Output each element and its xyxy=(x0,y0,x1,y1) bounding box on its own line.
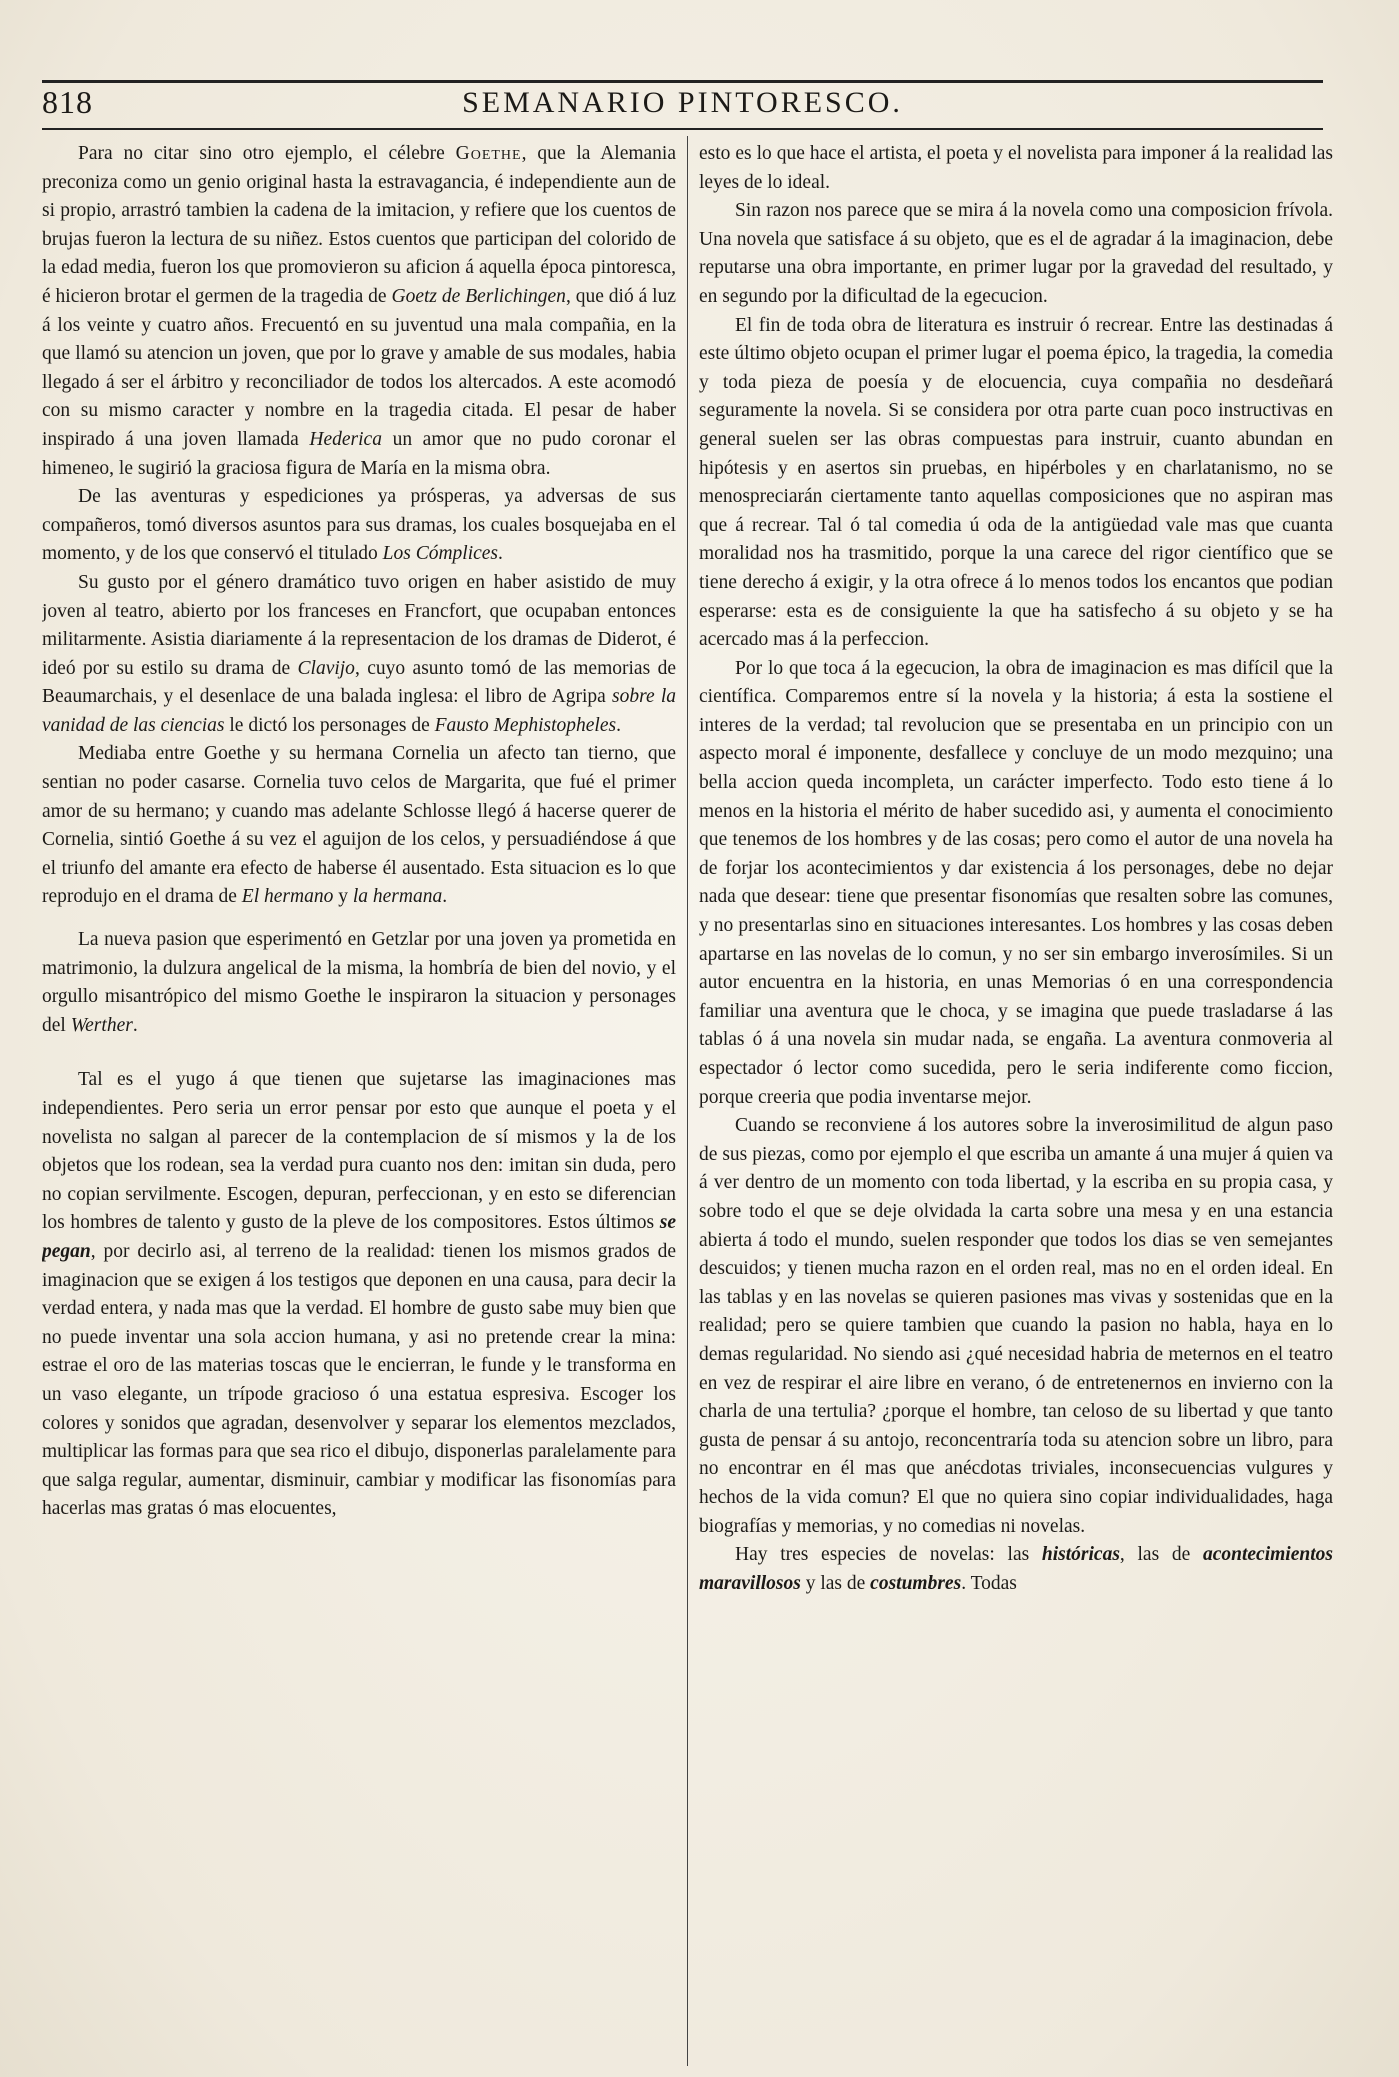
title-hermano: El hermano xyxy=(241,886,334,908)
title-complices: Los Cómplices xyxy=(382,543,499,565)
title-goetz: Goetz de Berlichingen xyxy=(391,285,566,307)
term-historicas: históricas xyxy=(1041,1544,1120,1566)
name-goethe: Goethe xyxy=(455,143,522,164)
paragraph-werther: La nueva pasion que esperimentó en Getzlar por una joven ya prometida en matrimonio, la dulzura angelical de la misma, la hombría de bien del novio, y el orgullo misantrópico del mismo Goethe le inspiraron la situacion y personages del Werther. xyxy=(42,929,676,1036)
name-hederica: Hederica xyxy=(309,428,382,450)
title-fausto: Fausto Mephistopheles xyxy=(434,714,617,736)
paragraph-artista: esto es lo que hace el artista, el poeta y el novelista para imponer á la realidad las leyes de lo ideal. xyxy=(699,143,1333,193)
page-header xyxy=(42,84,1323,124)
paragraph-fin-literatura: El fin de toda obra de literatura es instruir ó recrear. Entre las destinadas á este último objeto ocupan el primer lugar el poema épico, la tragedia, la comedia y toda pieza de poesía y de elocuencia, cuya compañia no desdeñará seguramente la novela. Si se considera por otra parte cuan poco instructivas en general suelen ser las obras compuestas para instruir, cuanto abundan en hipótesis y en asertos sin pruebas, en hipérboles y en charlatanismo, no se menospreciarán ciertamente tanto aquellas composiciones que no aspiran mas que á recrear. Tal ó tal comedia ú oda de la antigüedad vale mas que cuanta moralidad nos ha trasmitido, porque la una carece del rigor científico que se tiene derecho á exigir, y la otra ofrece á lo menos todos los encantos que podian esperarse: esta es de consiguiente la que ha satisfecho á su objeto y se ha acercado mas á la perfeccion. xyxy=(699,314,1333,651)
paragraph-tres-especies: Hay tres especies de novelas: las históricas, las de acontecimientos maravillosos y las de costumbres. Todas xyxy=(699,1544,1333,1594)
page-number: 818 xyxy=(42,84,93,120)
term-acontecimientos: acontecimientos maravillosos xyxy=(699,1544,1333,1594)
paragraph-cornelia: Mediaba entre Goethe y su hermana Cornelia un afecto tan tierno, que sentian no poder casarse. Cornelia tuvo celos de Margarita, que fué el primer amor de su hermano; y cuando mas adelante Schlosse llegó á hacerse querer de Cornelia, sintió Goethe á su vez el aguijon de los celos, y persuadiéndose á que el triunfo del amante era efecto de haberse él ausentado. Esta situacion es lo que reprodujo en el drama de El hermano y la hermana. xyxy=(42,743,676,908)
paragraph-aventuras: De las aventuras y espediciones ya prósperas, ya adversas de sus compañeros, tomó diversos asuntos para sus dramas, los cuales bosquejaba en el momento, y de los que conservó el titulado Los Cómplices. xyxy=(42,486,676,565)
right-column xyxy=(699,140,1333,2060)
title-hermana: la hermana xyxy=(352,886,443,908)
paragraph-novela-frivola: Sin razon nos parece que se mira á la novela como una composicion frívola. Una novela que satisface á su objeto, que es el de agradar á la imaginacion, debe reputarse una obra importante, en primer lugar por la gravedad del resultado, y en segundo por la dificultad de la egecucion. xyxy=(699,200,1333,307)
term-costumbres: costumbres xyxy=(870,1572,962,1594)
paragraph-egecucion: Por lo que toca á la egecucion, la obra de imaginacion es mas difícil que la científica. Comparemos entre sí la novela y la historia; á esta la sostiene el interes de la verdad; tal revolucion que se presentaba en un principio con un aspecto moral é imponente, desfallece y concluye de un modo mezquino; una bella accion queda incompleta, un carácter imperfecto. Todo esto tiene á lo menos en la historia el mérito de haber sucedido asi, y aumenta el conocimiento que tenemos de los hombres y de las cosas; pero como el autor de una novela ha de forjar los acontecimientos y dar existencia á los personages, debe no dejar nada que desear: tiene que presentar fisonomías que resalten sobre las comunes, y no presentarlas sino en situaciones interesantes. Los hombres y las cosas deben apartarse en las novelas de lo comun, y no ser sin embargo inverosímiles. Si un autor encuentra en la historia, en unas Memorias ó en una correspondencia familiar una aventura que le choca, y se imagina que puede trasladarse á las tablas ó á una novela sin mudar nada, se engaña. La aventura conmoveria al espectador ó lector como sucedida, pero le seria indiferente como ficcion, porque creeria que podia inventarse mejor. xyxy=(699,657,1333,1108)
title-werther: Werther xyxy=(70,1014,133,1036)
paragraph-yugo: Tal es el yugo á que tienen que sujetarse las imaginaciones mas independientes. Pero seria un error pensar por esto que aunque el poeta y el novelista no salgan al parecer de la contemplacion de sí mismos y la de los objetos que los rodean, sea la verdad pura cuanto nos den: imitan sin duda, pero no copian servilmente. Escogen, depuran, perfeccionan, y en esto se diferencian los hombres de talento y gusto de la pleve de los compositores. Estos últimos se pegan, por decirlo asi, al terreno de la realidad: tienen los mismos grados de imaginacion que se exigen á los testigos que deponen en una causa, para decir la verdad entera, y nada mas que la verdad. El hombre de gusto sabe muy bien que no puede inventar una sola accion humana, y asi no pretende crear la mina: estrae el oro de las materias toscas que le encierran, le funde y le transforma en un vaso elegante, un trípode gracioso ó una estatua espresiva. Escoger los colores y sonidos que agradan, desenvolver y separar los elementos mezclados, multiplicar las formas para que sea rico el dibujo, disponerlas paralelamente para que salga regular, aumentar, disminuir, cambiar y modificar las fisonomías para hacerlas mas gratas ó mas elocuentes, xyxy=(42,1069,676,1520)
header-rule xyxy=(42,128,1323,130)
paragraph-inverosimilitud: Cuando se reconviene á los autores sobre la inverosimilitud de algun paso de sus piezas, como por ejemplo el que escriba un amante á una mujer á quien va á ver dentro de un momento con toda libertad, y la escriba en su propia casa, y sobre todo el que se deje olvidada la carta sobre una mesa y en una estancia abierta á todo el mundo, suelen responder que todos los dias se ven semejantes descuidos; y tienen mucha razon en el orden real, mas no en el orden ideal. En las tablas y en las novelas se quieren pasiones mas vivas y sostenidas que en la realidad; pero se quiere tambien que cuando la pasion no habla, haya en lo demas regularidad. No siendo asi ¿qué necesidad habria de meternos en el teatro en vez de respirar el aire libre en verano, ó de entretenernos en invierno con la charla de una tertulia? ¿porque el hombre, tan celoso de su libertad y que tanto gusta de pensar á su antojo, reconcentraría toda su atencion sobre un libro, para no encontrar en él mas que anécdotas triviales, inconsecuencias vulgures y hechos de la vida comun? El que no quiera sino copiar individualidades, haga biografías y memorias, y no comedias ni novelas. xyxy=(699,1115,1333,1537)
title-clavijo: Clavijo xyxy=(297,657,355,679)
column-divider xyxy=(687,136,688,2066)
paragraph-gusto-dramatico: Su gusto por el género dramático tuvo origen en haber asistido de muy joven al teatro, abierto por los franceses en Francfort, que ocupaban entonces militarmente. Asistia diariamente á la representacion de los dramas de Diderot, é ideó por su estilo su drama de Clavijo, cuyo asunto tomó de las memorias de Beaumarchais, y el desenlace de una balada inglesa: el libro de Agripa sobre la vanidad de las ciencias le dictó los personages de Fausto Mephistopheles. xyxy=(42,571,676,736)
left-column xyxy=(42,140,676,2060)
phrase-se-pegan: se pegan xyxy=(42,1212,676,1262)
paragraph-goethe-intro: Para no citar sino otro ejemplo, el célebre Goethe, que la Alemania preconiza como un genio original hasta la estravagancia, é independiente aun de si propio, arrastró tambien la cadena de la imitacion, y refiere que los cuentos de brujas fueron la lectura de su niñez. Estos cuentos que participan del colorido de la edad media, fueron los que promovieron su aficion á aquella época pintoresca, é hicieron brotar el germen de la tragedia de Goetz de Berlichingen, que dió á luz á los veinte y cuatro años. Frecuentó en su juventud una mala compañia, en la que llamó su atencion un joven, que por lo grave y amable de sus modales, habia llegado á ser el árbitro y reconciliador de todos los altercados. A este acomodó con su mismo caracter y nombre en la tragedia citada. El pesar de haber inspirado á una joven llamada Hederica un amor que no pudo coronar el himeneo, le sugirió la graciosa figura de María en la misma obra. xyxy=(42,143,676,479)
running-title: SEMANARIO PINTORESCO. xyxy=(462,86,903,119)
title-vanidad: sobre la vanidad de las ciencias xyxy=(42,686,676,736)
top-rule xyxy=(42,80,1323,83)
